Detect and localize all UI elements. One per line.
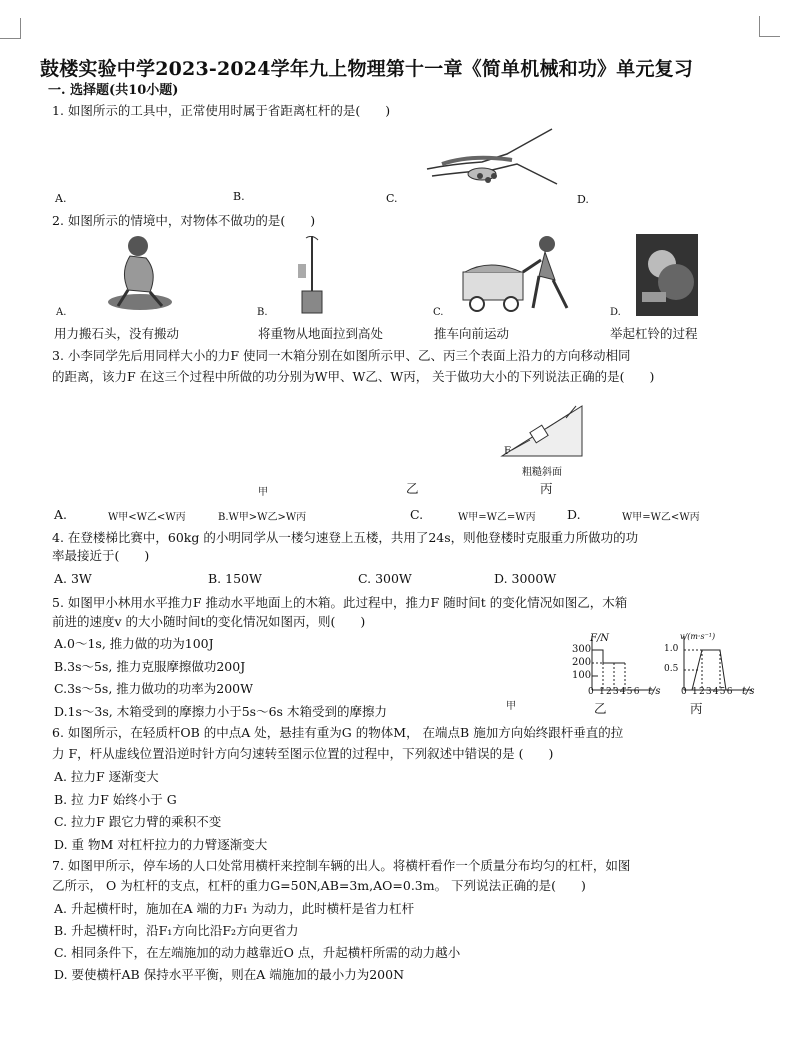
question-4-line-1: 4. 在登楼梯比赛中，60kg 的小明同学从一楼匀速登上五楼，共用了24s，则他登楼时克服重力所做功的功: [52, 530, 639, 545]
q5-option-c: C.3s～5s, 推力做功的功率为200W: [54, 681, 253, 696]
q2-figure-b-pull-weight: [292, 236, 332, 316]
question-6-line-1: 6. 如图所示，在轻质杆OB 的中点A 处，悬挂有重为G 的物体M， 在端点B 施加方向始终跟杆垂直的拉: [52, 725, 624, 740]
page-corner-mark-right: [759, 16, 780, 37]
q5-graph-c-xtick: 2: [698, 687, 706, 697]
q5-graph-c-xticks: [681, 687, 734, 697]
q5-graph-c-ytick-05: 0.5: [664, 664, 679, 674]
q7-option-b: B. 升起横杆时，沿F₁方向比沿F₂方向更省力: [54, 923, 299, 938]
question-6-line-2: 力 F，杆从虚线位置沿逆时针方向匀速转至图示位置的过程中，下列叙述中错误的是 ( ): [52, 746, 554, 761]
q2-figure-d-lift-barbell: [636, 234, 698, 316]
q4-option-a: A. 3W: [54, 571, 92, 586]
q5-graph-b-xtick: 6: [633, 687, 641, 697]
q2-option-d: D.: [610, 307, 621, 318]
question-2: 2. 如图所示的情境中，对物体不做功的是( ): [52, 213, 316, 228]
q6-option-c: C. 拉力F 跟它力臂的乘积不变: [54, 814, 222, 829]
q5-graph-c-xtick: 3: [705, 687, 713, 697]
q5-figure-label-yi: 乙: [594, 701, 607, 716]
q5-graph-c-xtick: 1: [692, 687, 699, 697]
q2-caption-d: 举起杠铃的过程: [610, 326, 698, 341]
q4-option-c: C. 300W: [358, 571, 412, 586]
q2-caption-c: 推车向前运动: [434, 326, 510, 341]
q1-option-c: C.: [386, 192, 398, 205]
q6-option-b: B. 拉 力F 始终小于 G: [54, 792, 177, 807]
q5-graph-c-xtick: 6: [726, 687, 734, 697]
q1-scissors-figure: [422, 124, 562, 194]
q7-option-d: D. 要使横杆AB 保持水平平衡，则在A 端施加的最小力为200N: [54, 967, 405, 982]
q3-figure-label-bing: 丙: [540, 481, 553, 496]
question-5-line-1: 5. 如图甲小林用水平推力F 推动水平地面上的木箱。此过程中，推力F 随时间t 的变化情况如图乙，木箱: [52, 595, 628, 610]
q6-option-a: A. 拉力F 逐渐变大: [54, 769, 159, 784]
q1-option-b: B.: [233, 190, 245, 203]
q5-option-d: D.1s～3s, 木箱受到的摩擦力小于5s～6s 木箱受到的摩擦力: [54, 704, 387, 719]
q5-graph-b-xtick: 2: [605, 687, 613, 697]
q6-option-d: D. 重 物M 对杠杆拉力的力臂逐渐变大: [54, 837, 268, 852]
question-4-line-2: 率最接近于( ): [52, 548, 150, 563]
q2-caption-a: 用力搬石头，没有搬动: [54, 326, 180, 341]
page-title: 鼓楼实验中学2023-2024学年九上物理第十一章《简单机械和功》单元复习: [40, 58, 694, 80]
q3-incline-figure: [492, 398, 592, 468]
q3-option-c-text: W甲=W乙=W丙: [458, 512, 536, 523]
q2-option-b: B.: [257, 307, 268, 318]
q3-option-d-text: W甲=W乙<W丙: [622, 512, 700, 523]
section-heading: 一. 选择题(共10小题): [48, 83, 179, 98]
q4-option-d: D. 3000W: [494, 571, 557, 586]
q3-figure-label-yi: 乙: [406, 481, 419, 496]
q2-option-a: A.: [56, 307, 67, 318]
q5-graph-c-ytick-1: 1.0: [664, 644, 679, 654]
q5-graph-b-xtick: 0: [588, 687, 595, 697]
q5-graph-b-ylabel: F/N: [590, 633, 610, 644]
q5-graph-c-xtick: 5: [719, 687, 727, 697]
q5-graph-b-xtick: 5: [626, 687, 634, 697]
q5-option-a: A.0～1s, 推力做的功为100J: [54, 636, 214, 651]
q5-graph-b-xlabel: t/s: [648, 686, 661, 697]
q2-figure-a-lift-stone: [100, 232, 180, 312]
question-7-line-2: 乙所示， O 为杠杆的支点，杠杆的重力G=50N,AB=3m,AO=0.3m。 下列说法正确的是( ): [52, 878, 586, 893]
q5-graph-c-xlabel: t/s: [742, 686, 755, 697]
q3-option-a-text: W甲<W乙<W丙: [108, 512, 186, 523]
q5-graph-b-xtick: 3: [612, 687, 620, 697]
page-corner-mark-left: [0, 18, 21, 39]
q5-graph-c-xtick: 4: [712, 687, 720, 697]
question-7-line-1: 7. 如图甲所示，停车场的人口处常用横杆来控制车辆的出人。将横杆看作一个质量分布均匀的杠杆，如图: [52, 858, 631, 873]
q3-figure-force-label: F: [504, 446, 511, 457]
q3-option-d-label: D.: [567, 507, 581, 522]
question-5-line-2: 前进的速度v 的大小随时间t的变化情况如图丙，则( ): [52, 614, 366, 629]
q3-figure-label-jia: 甲: [258, 487, 268, 498]
q1-option-a: A.: [55, 192, 67, 205]
q3-option-c-label: C.: [410, 507, 424, 522]
q5-graph-c-ylabel: v/(m·s⁻¹): [680, 632, 716, 641]
q5-graph-b-xtick: 1: [599, 687, 606, 697]
q7-option-c: C. 相同条件下，在左端施加的动力越靠近O 点，升起横杆所需的动力越小: [54, 945, 461, 960]
q2-option-c: C.: [433, 307, 444, 318]
q5-graph-c-xtick: 0: [681, 687, 688, 697]
q5-graph-b-ytick-300: 300: [572, 644, 592, 655]
q2-caption-b: 将重物从地面拉到高处: [258, 326, 384, 341]
q5-graph-b-ytick-200: 200: [572, 657, 592, 668]
q3-option-b: B.W甲>W乙>W丙: [218, 512, 307, 523]
question-3-line-2: 的距离，该力F 在这三个过程中所做的功分别为W甲、W乙、W丙， 关于做功大小的下列说法正确的是( ): [52, 369, 655, 384]
q5-graph-b-ytick-100: 100: [572, 670, 592, 681]
q5-option-b: B.3s～5s, 推力克服摩擦做功200J: [54, 659, 246, 674]
question-1: 1. 如图所示的工具中，正常使用时属于省距离杠杆的是( ): [52, 103, 391, 118]
q5-figure-label-jia: 甲: [506, 701, 516, 712]
q1-option-d: D.: [577, 193, 589, 206]
q5-figure-label-bing: 丙: [690, 701, 703, 716]
q5-graph-b-xticks: [588, 687, 641, 697]
q2-figure-c-push-cart: [455, 232, 575, 314]
question-3-line-1: 3. 小李同学先后用同样大小的力F 使同一木箱分别在如图所示甲、乙、丙三个表面上沿力的方向移动相同: [52, 348, 631, 363]
q3-figure-caption: 粗糙斜面: [522, 467, 562, 478]
q3-option-a-label: A.: [54, 507, 68, 522]
q7-option-a: A. 升起横杆时，施加在A 端的力F₁ 为动力，此时横杆是省力杠杆: [54, 901, 415, 916]
q4-option-b: B. 150W: [208, 571, 262, 586]
q5-graph-b-xtick: 4: [619, 687, 627, 697]
